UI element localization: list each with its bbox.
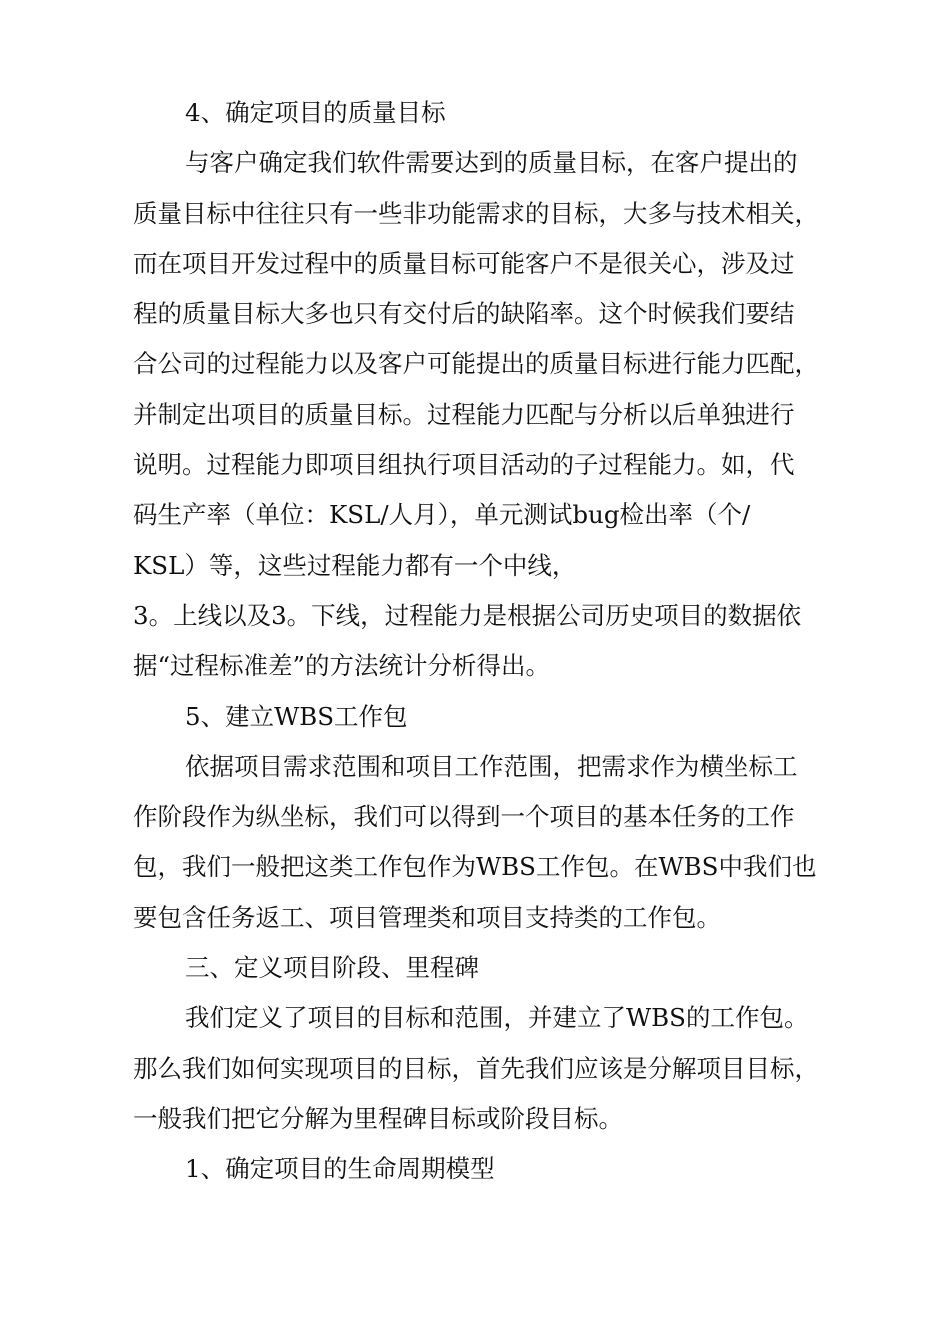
section-heading-milestones: 三、定义项目阶段、里程碑 [185,953,479,983]
paragraph-line: KSL）等，这些过程能力都有一个中线， [133,550,577,580]
paragraph-line: 那么我们如何实现项目的目标，首先我们应该是分解项目目标， [133,1053,819,1083]
paragraph-line: 一般我们把它分解为里程碑目标或阶段目标。 [133,1103,623,1133]
paragraph-line: 包，我们一般把这类工作包作为WBS工作包。在WBS中我们也 [133,852,817,882]
document-body [133,88,833,1195]
paragraph-line: 据“过程标准差”的方法统计分析得出。 [133,651,551,681]
paragraph-line: 码生产率（单位：KSL/人月），单元测试bug检出率（个/ [133,500,751,530]
section-heading-lifecycle: 1、确定项目的生命周期模型 [185,1154,495,1184]
paragraph-line: 合公司的过程能力以及客户可能提出的质量目标进行能力匹配， [133,349,819,379]
paragraph-line: 依据项目需求范围和项目工作范围，把需求作为横坐标工 [185,751,798,781]
paragraph-line: 作阶段作为纵坐标，我们可以得到一个项目的基本任务的工作 [133,802,795,832]
paragraph-line: 程的质量目标大多也只有交付后的缺陷率。这个时候我们要结 [133,299,795,329]
paragraph-line: 质量目标中往往只有一些非功能需求的目标，大多与技术相关， [133,198,819,228]
paragraph-line: 我们定义了项目的目标和范围，并建立了WBS的工作包。 [185,1003,809,1033]
paragraph-line: 而在项目开发过程中的质量目标可能客户不是很关心，涉及过 [133,248,795,278]
paragraph-line: 3。上线以及3。下线，过程能力是根据公司历史项目的数据依 [133,600,802,630]
paragraph-line: 说明。过程能力即项目组执行项目活动的子过程能力。如，代 [133,450,795,480]
section-heading-wbs: 5、建立WBS工作包 [185,701,408,731]
section-heading-quality-goals: 4、确定项目的质量目标 [185,98,446,127]
paragraph-line: 与客户确定我们软件需要达到的质量目标，在客户提出的 [185,148,798,178]
paragraph-line: 要包含任务返工、项目管理类和项目支持类的工作包。 [133,902,721,932]
paragraph-line: 并制定出项目的质量目标。过程能力匹配与分析以后单独进行 [133,399,795,429]
